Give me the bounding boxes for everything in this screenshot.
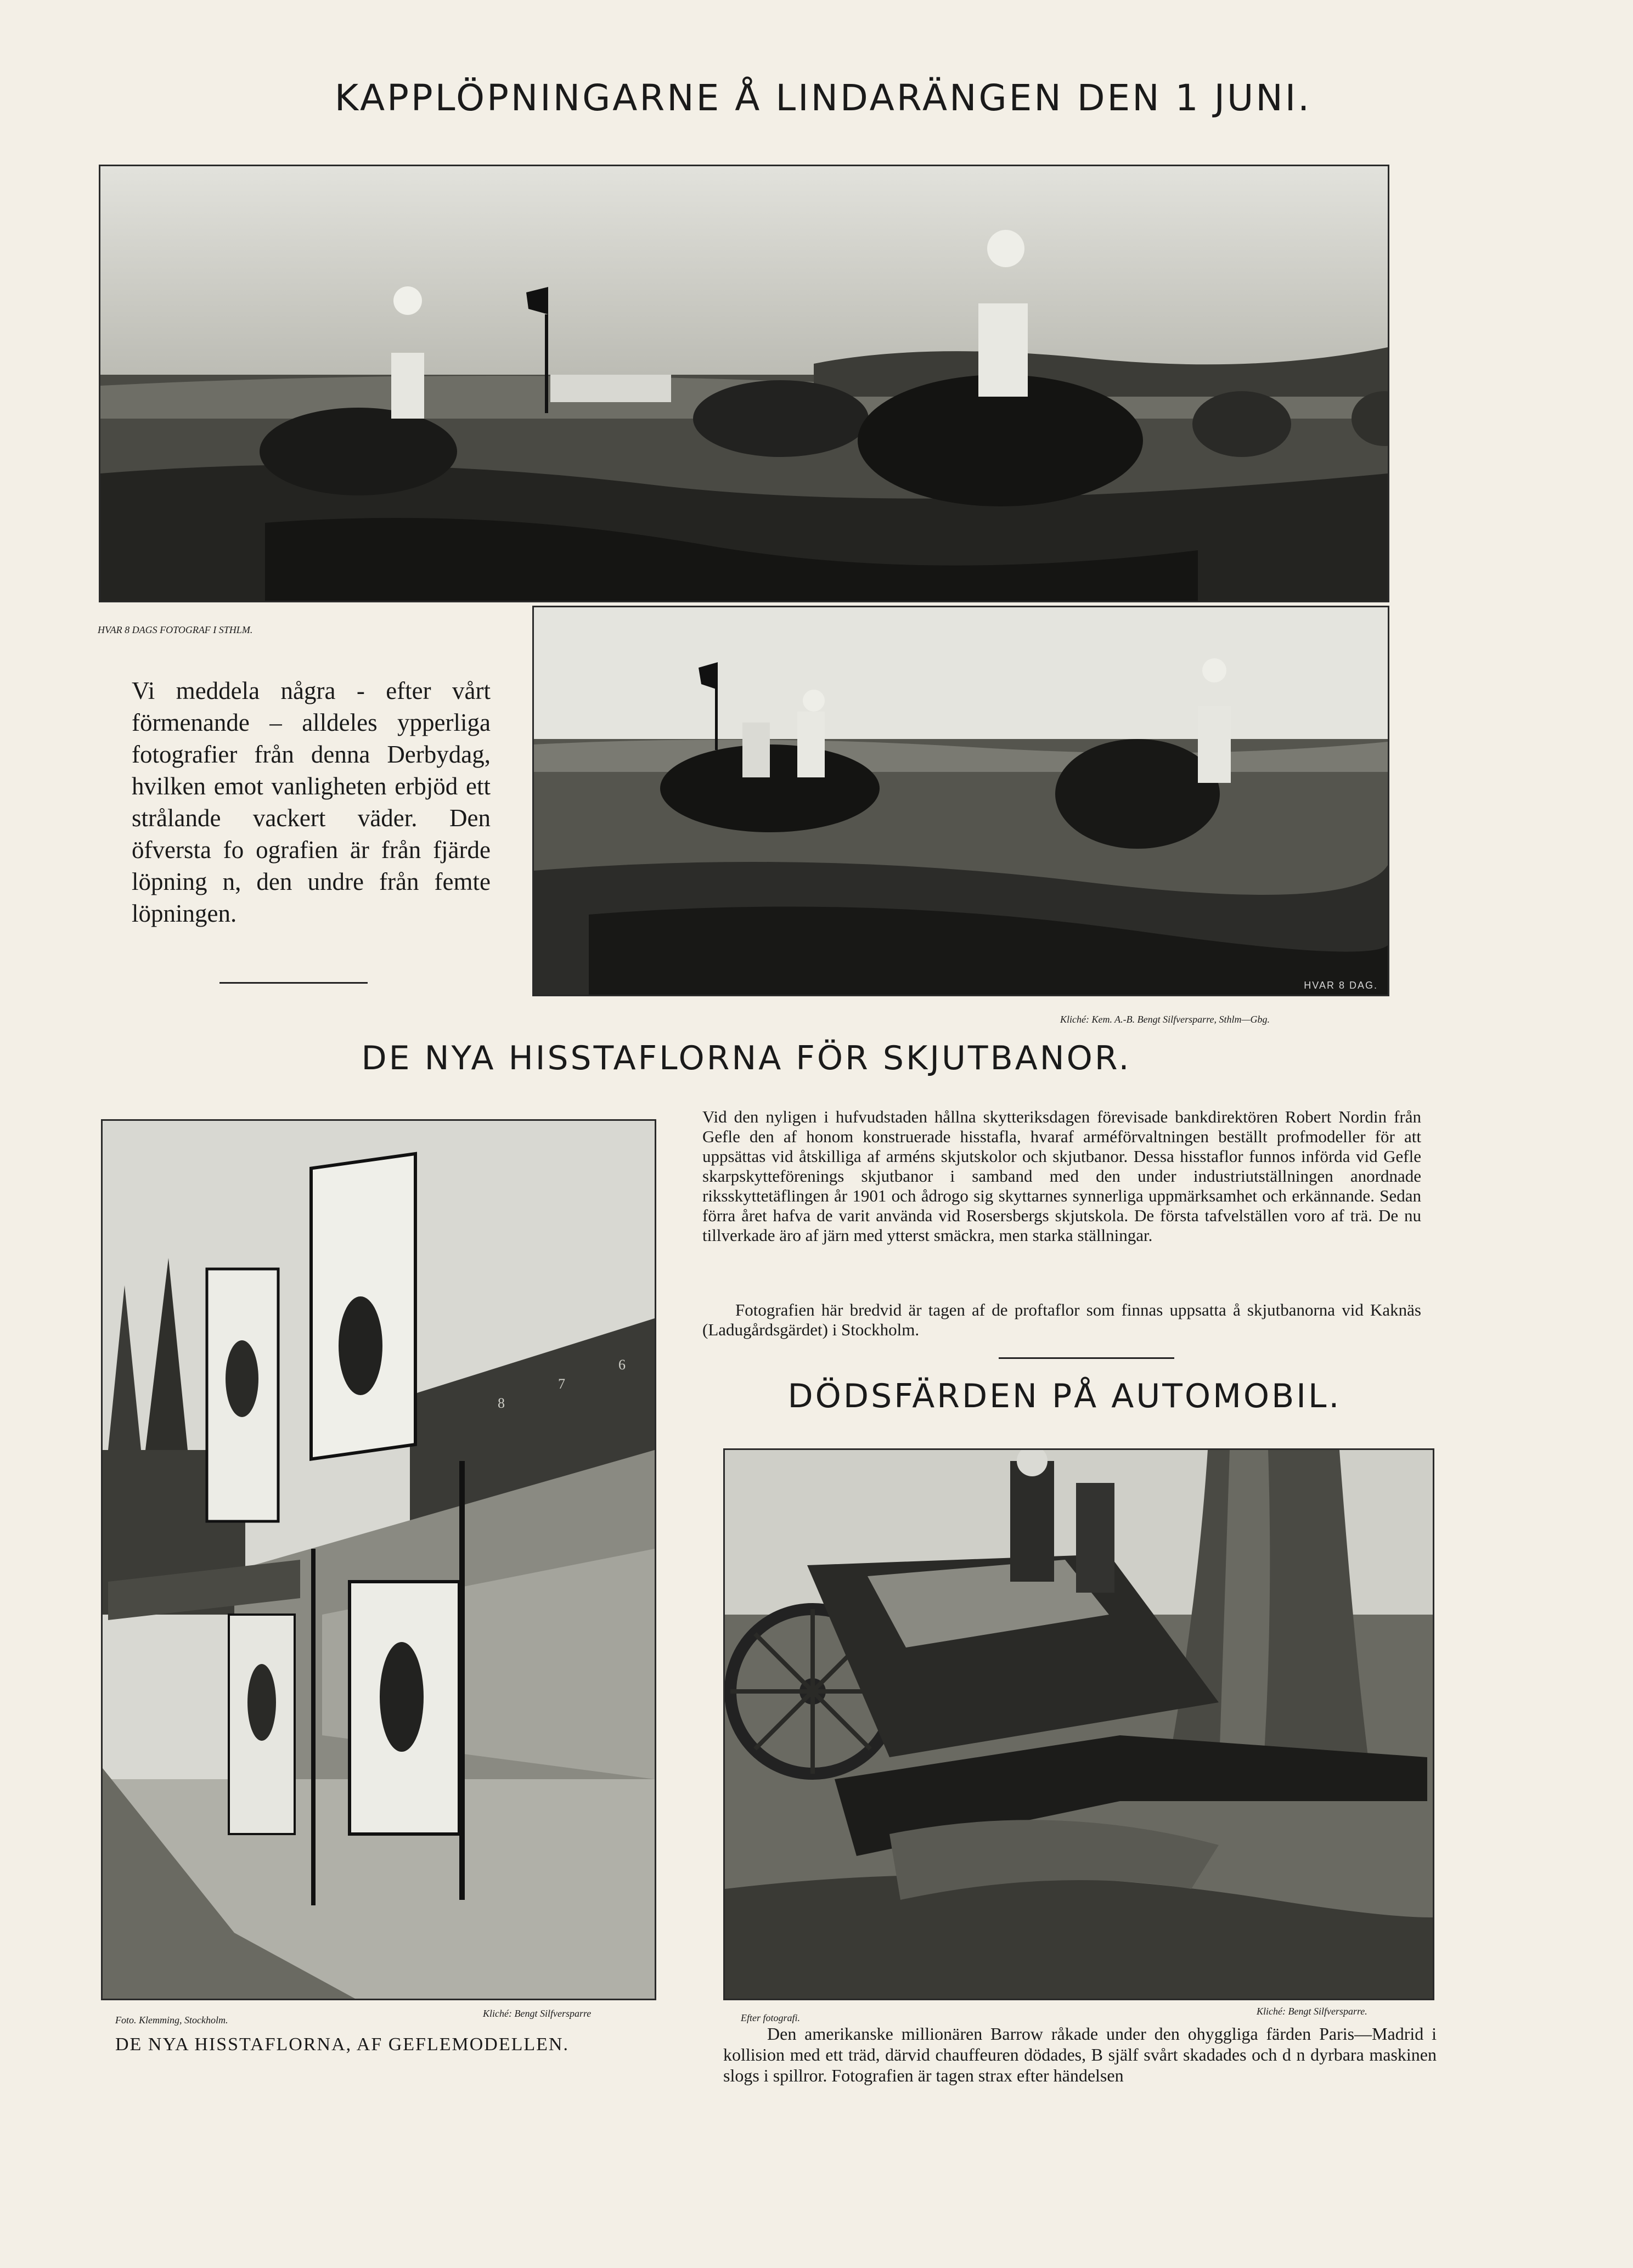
hisstaflor-article-2: Fotografien här bredvid är tagen af de proftaflor som finnas uppsatta å skjutbanorna vid Kaknäs (Ladugårdsgärdet) i Stockholm. bbox=[702, 1300, 1421, 1339]
section1-title: KAPPLÖPNINGARNE Å LINDARÄNGEN DEN 1 JUNI. bbox=[334, 77, 1312, 119]
target-photo-cliche: Kliché: Bengt Silfversparre bbox=[483, 2008, 592, 2019]
article-divider bbox=[999, 1357, 1174, 1359]
section1-cliche-credit: Kliché: Kem. A.-B. Bengt Silfversparre, Sthlm—Gbg. bbox=[1060, 1014, 1270, 1025]
race-photo-fourth-heat bbox=[99, 165, 1389, 602]
hisstaflor-article: Vid den nyligen i hufvudstaden hållna skytteriksdagen förevisade bankdirektören Robert Nordin från Gefle den af honom konstruerade hisstafla, hvaraf arméförvaltningen beställt profmodeller för att uppsättas vid åtskilliga af arméns skjutskolor och skjutbanor. Dessa hisstaflor funnos införda vid Gefle skarpskytteförenings skjutbanor i samband med den under industriutställningen anordnade riksskyttetäflingen år 1901 och ådrogo sig skyttarnes synnerliga uppmärksamhet och erkännande. Sedan förra året hafva de varit använda vid Rosersbergs skjutskola. De första tafvelställen voro af trä. De nu tillverkade äro af järn med ytterst smäckra, men starka ställningar. bbox=[702, 1107, 1421, 1245]
car-crash-cliche: Kliché: Bengt Silfversparre. bbox=[1257, 2006, 1367, 2017]
race-photo1-credit: HVAR 8 DAGS FOTOGRAF I STHLM. bbox=[98, 624, 253, 635]
section3-title: DÖDSFÄRDEN PÅ AUTOMOBIL. bbox=[787, 1377, 1342, 1415]
car-crash-photo-credit: Efter fotografi. bbox=[741, 2012, 800, 2023]
race-photo-fourth-heat-image bbox=[100, 166, 1388, 601]
intro-divider bbox=[219, 982, 368, 984]
car-crash-caption: Den amerikanske millionären Barrow råkade under den ohyggliga färden Paris—Madrid i kollision med ett träd, därvid chauffeuren dödades, B själf svårt skadades och d n dyrbara maskinen slogs i spillror. Fotografien är tagen strax efter händelsen bbox=[723, 2024, 1437, 2085]
intro-text: Vi meddela några - efter vårt förmenande – alldeles ypperliga fotografier från denna Derbydag, hvilken emot vanligheten erbjöd ett strålande vackert väder. Den öfversta fo ografien är från fjärde löpning n, den undre från femte löpningen. bbox=[132, 677, 491, 927]
range-number-7: 7 bbox=[558, 1376, 565, 1392]
target-photo-credit: Foto. Klemming, Stockholm. bbox=[115, 2015, 228, 2026]
race-photo-fifth-heat-image bbox=[534, 607, 1388, 995]
target-photo-image bbox=[103, 1121, 655, 1999]
target-photo bbox=[101, 1119, 656, 2000]
range-number-8: 8 bbox=[498, 1395, 505, 1411]
car-crash-photo bbox=[723, 1448, 1434, 2000]
race-photo-fifth-heat bbox=[532, 606, 1389, 996]
section2-title: DE NYA HISSTAFLORNA FÖR SKJUTBANOR. bbox=[361, 1039, 1131, 1077]
race-photo2-watermark: HVAR 8 DAG. bbox=[1304, 980, 1378, 991]
car-crash-photo-image bbox=[725, 1450, 1433, 1999]
range-number-6: 6 bbox=[618, 1357, 626, 1373]
target-photo-caption: DE NYA HISSTAFLORNA, AF GEFLEMODELLEN. bbox=[115, 2034, 569, 2055]
